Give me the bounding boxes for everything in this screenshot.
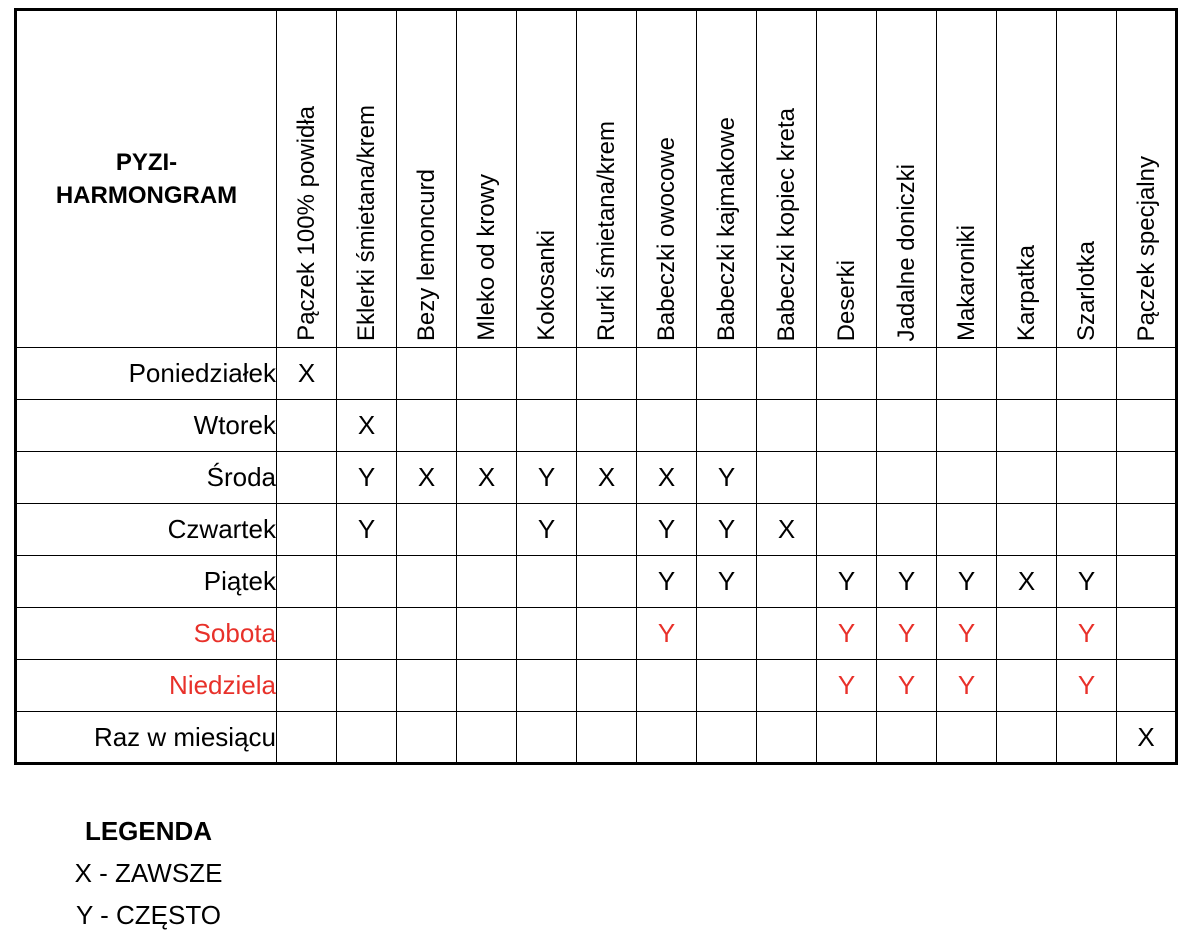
legend-item-x: X - ZAWSZE [74, 858, 223, 888]
header-row [16, 10, 1177, 348]
table-cell [1117, 400, 1177, 452]
table-cell [397, 660, 457, 712]
column-header [577, 10, 637, 348]
table-cell: Y [697, 504, 757, 556]
table-cell: Y [937, 660, 997, 712]
row-label: Piątek [16, 556, 277, 608]
table-title-line-1: PYZI- [115, 149, 178, 176]
column-header-label: Pączek specjalny [1133, 155, 1160, 341]
table-cell [697, 348, 757, 400]
table-cell [997, 712, 1057, 764]
table-cell [517, 348, 577, 400]
harmonogram-table [14, 8, 1178, 765]
column-header [1057, 10, 1117, 348]
table-cell [697, 660, 757, 712]
table-cell [577, 660, 637, 712]
table-cell [757, 712, 817, 764]
column-header-label: Babeczki kopiec kreta [773, 107, 800, 341]
table-cell: Y [817, 608, 877, 660]
table-cell [1117, 348, 1177, 400]
table-cell [817, 712, 877, 764]
table-row [16, 608, 1177, 660]
table-cell [877, 504, 937, 556]
table-cell [277, 452, 337, 504]
table-cell [1057, 348, 1117, 400]
table-cell [1117, 504, 1177, 556]
row-label: Raz w miesiącu [16, 712, 277, 764]
column-header-label: Babeczki kajmakowe [713, 116, 740, 341]
table-cell [937, 348, 997, 400]
table-cell [817, 504, 877, 556]
table-cell [817, 400, 877, 452]
table-cell [577, 348, 637, 400]
table-cell [517, 712, 577, 764]
table-cell: Y [937, 608, 997, 660]
table-cell [637, 712, 697, 764]
table-cell [577, 712, 637, 764]
table-cell: X [337, 400, 397, 452]
table-cell: Y [1057, 608, 1117, 660]
table-cell [397, 504, 457, 556]
table-cell [937, 400, 997, 452]
legend-item-y: Y - CZĘSTO [76, 900, 221, 930]
table-cell [817, 452, 877, 504]
column-header-label: Kokosanki [533, 230, 560, 341]
table-cell: Y [877, 608, 937, 660]
table-cell [397, 608, 457, 660]
table-cell [517, 660, 577, 712]
column-header [277, 10, 337, 348]
table-cell [337, 556, 397, 608]
table-cell [757, 556, 817, 608]
table-cell: X [997, 556, 1057, 608]
row-label: Czwartek [16, 504, 277, 556]
table-cell: Y [517, 452, 577, 504]
table-cell [757, 452, 817, 504]
table-cell [1057, 504, 1117, 556]
table-row [16, 660, 1177, 712]
table-cell [457, 556, 517, 608]
row-label: Sobota [16, 608, 277, 660]
column-header [397, 10, 457, 348]
table-cell [1117, 452, 1177, 504]
column-header-label: Jadalne doniczki [893, 163, 920, 341]
table-cell [997, 400, 1057, 452]
table-cell [457, 608, 517, 660]
table-cell [517, 608, 577, 660]
table-title [16, 10, 277, 348]
table-cell [397, 556, 457, 608]
table-cell: Y [637, 504, 697, 556]
column-header [1117, 10, 1177, 348]
table-cell: Y [937, 556, 997, 608]
column-header-label: Karpatka [1013, 244, 1040, 341]
column-header-label: Rurki śmietana/krem [593, 120, 620, 341]
legend [56, 810, 241, 936]
table-cell [457, 400, 517, 452]
table-cell [517, 400, 577, 452]
table-cell [877, 400, 937, 452]
table-cell [397, 348, 457, 400]
table-cell: Y [337, 504, 397, 556]
table-row [16, 452, 1177, 504]
table-cell [577, 608, 637, 660]
table-cell [757, 608, 817, 660]
table-cell [517, 556, 577, 608]
table-cell: Y [877, 556, 937, 608]
table-cell [997, 660, 1057, 712]
table-cell: Y [637, 556, 697, 608]
column-header [757, 10, 817, 348]
table-cell [817, 348, 877, 400]
table-cell [277, 712, 337, 764]
table-cell: Y [337, 452, 397, 504]
table-cell: Y [697, 452, 757, 504]
table-title-line-2: HARMONGRAM [55, 182, 238, 209]
table-body [16, 348, 1177, 764]
table-cell [577, 400, 637, 452]
table-cell: X [457, 452, 517, 504]
column-header-label: Babeczki owocowe [653, 136, 680, 341]
table-cell: X [757, 504, 817, 556]
table-cell [577, 556, 637, 608]
table-cell [997, 348, 1057, 400]
row-label: Wtorek [16, 400, 277, 452]
table-cell [277, 608, 337, 660]
table-cell [1057, 452, 1117, 504]
column-header [457, 10, 517, 348]
column-header [637, 10, 697, 348]
column-header [817, 10, 877, 348]
table-cell [1117, 608, 1177, 660]
table-cell [337, 660, 397, 712]
column-header [337, 10, 397, 348]
table-cell [337, 712, 397, 764]
table-cell [457, 348, 517, 400]
table-cell [937, 712, 997, 764]
table-cell: Y [877, 660, 937, 712]
table-cell: X [397, 452, 457, 504]
column-header [997, 10, 1057, 348]
table-cell: Y [1057, 660, 1117, 712]
table-cell [757, 660, 817, 712]
table-cell [577, 504, 637, 556]
table-cell [277, 556, 337, 608]
table-cell [277, 400, 337, 452]
table-cell: Y [517, 504, 577, 556]
table-cell [277, 660, 337, 712]
table-cell [397, 712, 457, 764]
table-cell [877, 348, 937, 400]
table-cell [337, 348, 397, 400]
table-cell: X [1117, 712, 1177, 764]
table-cell [637, 660, 697, 712]
column-header-label: Eklerki śmietana/krem [353, 104, 380, 341]
legend-title: LEGENDA [84, 816, 213, 846]
table-cell: X [637, 452, 697, 504]
table-row [16, 348, 1177, 400]
table-cell: X [577, 452, 637, 504]
table-cell: Y [697, 556, 757, 608]
table-cell [1117, 660, 1177, 712]
table-cell [277, 504, 337, 556]
table-cell [1057, 400, 1117, 452]
table-cell [1117, 556, 1177, 608]
table-row [16, 556, 1177, 608]
row-label: Niedziela [16, 660, 277, 712]
table-cell: Y [817, 660, 877, 712]
column-header-label: Szarlotka [1073, 240, 1100, 341]
column-header-label: Makaroniki [953, 224, 980, 341]
column-header [517, 10, 577, 348]
column-header [697, 10, 757, 348]
table-cell [457, 504, 517, 556]
table-cell [1057, 712, 1117, 764]
table-cell [997, 452, 1057, 504]
table-cell: Y [817, 556, 877, 608]
table-row [16, 400, 1177, 452]
table-cell [637, 348, 697, 400]
table-cell: Y [637, 608, 697, 660]
table-row [16, 504, 1177, 556]
table-cell [457, 712, 517, 764]
row-label: Poniedziałek [16, 348, 277, 400]
table-cell [937, 504, 997, 556]
table-cell [757, 348, 817, 400]
table-cell [877, 452, 937, 504]
column-header-label: Mleko od krowy [473, 174, 500, 341]
table-cell [697, 400, 757, 452]
row-label: Środa [16, 452, 277, 504]
table-cell [337, 608, 397, 660]
table-cell [997, 608, 1057, 660]
table-row [16, 712, 1177, 764]
table-cell [997, 504, 1057, 556]
table-cell [877, 712, 937, 764]
column-header [877, 10, 937, 348]
column-header-label: Pączek 100% powidła [293, 106, 320, 341]
table-cell [697, 608, 757, 660]
table-cell: X [277, 348, 337, 400]
table-cell: Y [1057, 556, 1117, 608]
table-cell [697, 712, 757, 764]
column-header [937, 10, 997, 348]
table-cell [457, 660, 517, 712]
table-cell [637, 400, 697, 452]
column-header-label: Bezy lemoncurd [413, 168, 440, 341]
table-cell [757, 400, 817, 452]
column-header-label: Deserki [833, 259, 860, 341]
table-cell [397, 400, 457, 452]
table-cell [937, 452, 997, 504]
